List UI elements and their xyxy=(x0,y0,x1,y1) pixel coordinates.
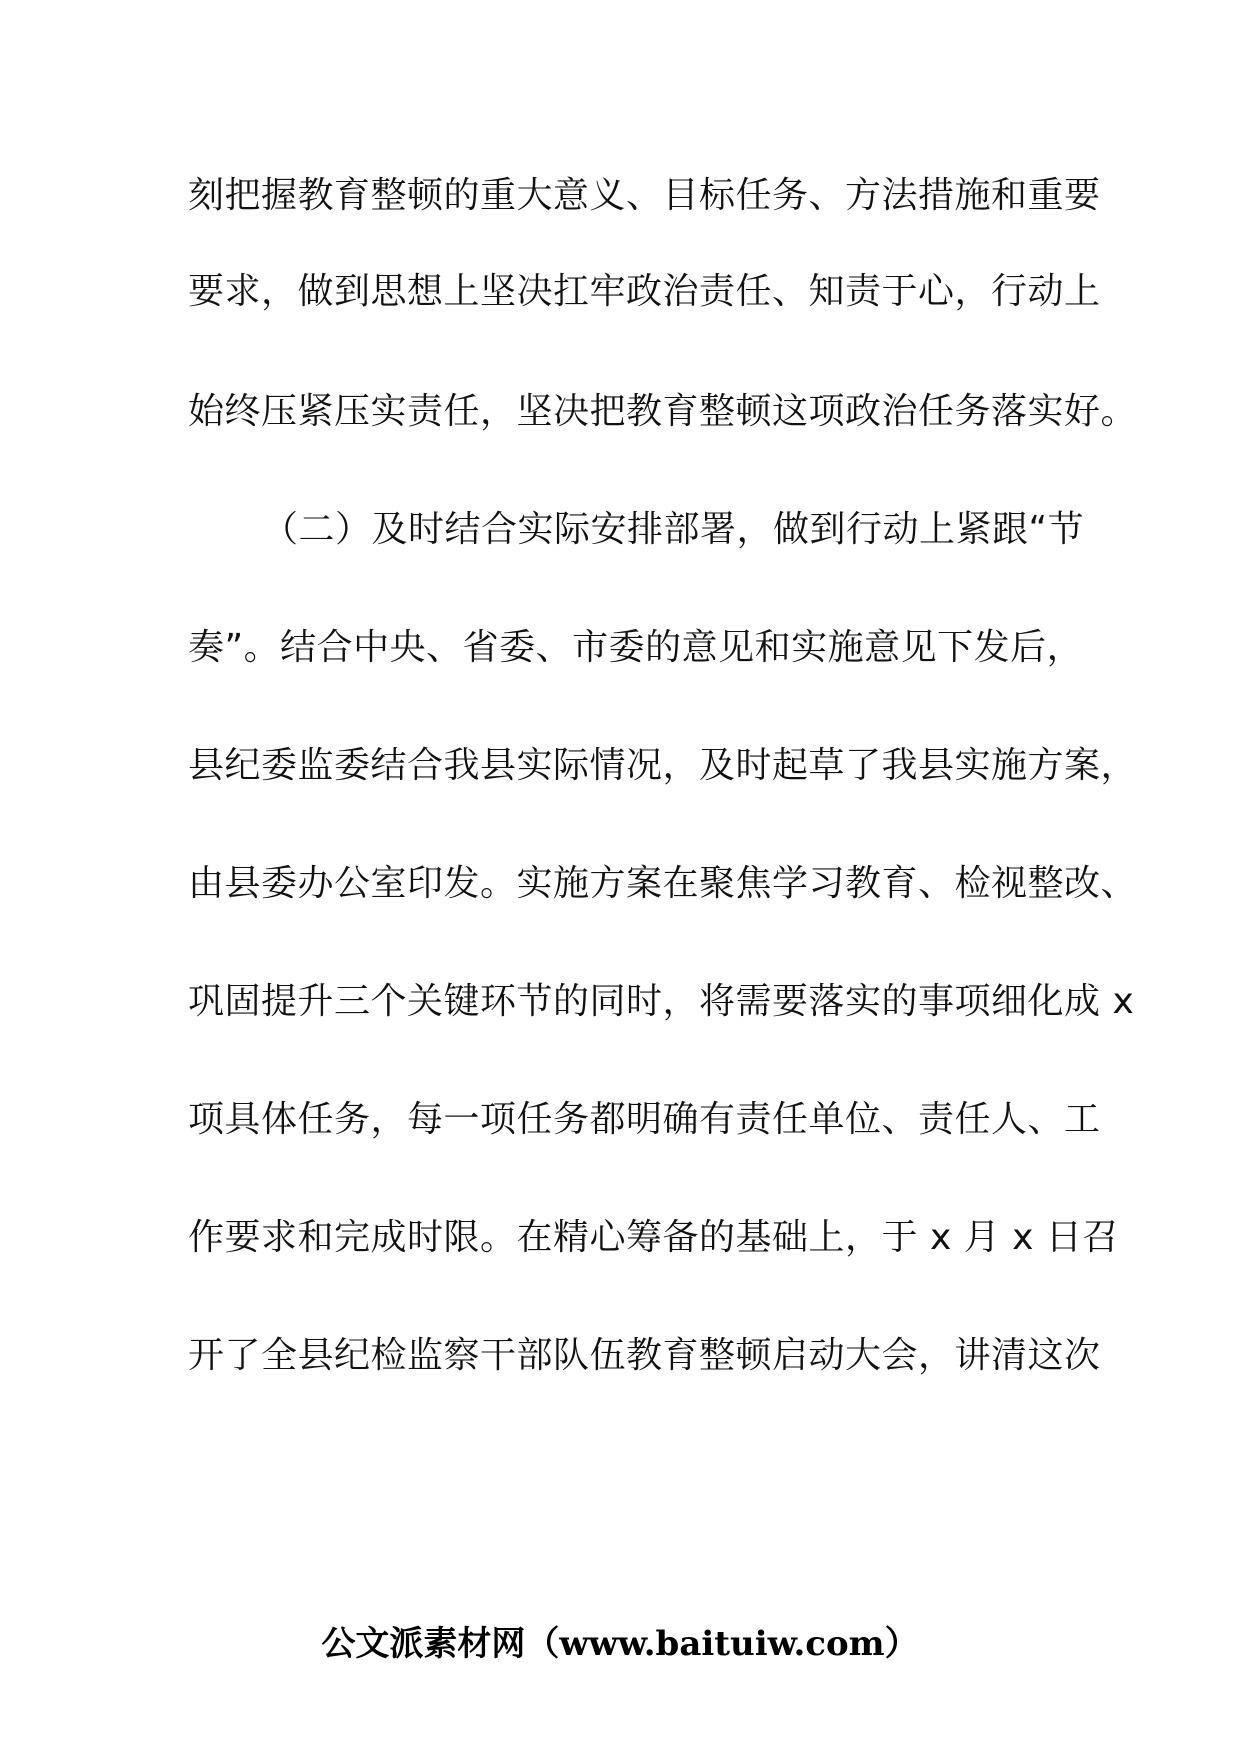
body-text-line-5: 奏”。结合中央、省委、市委的意见和实施意见下发后， xyxy=(188,627,1084,668)
body-text-line-8: 巩固提升三个关键环节的同时，将需要落实的事项细化成 x xyxy=(188,981,1135,1022)
body-text-line-1: 刻把握教育整顿的重大意义、目标任务、方法措施和重要 xyxy=(188,175,1101,216)
body-text-line-2: 要求，做到思想上坚决扛牢政治责任、知责于心，行动上 xyxy=(188,271,1101,312)
body-text-line-10: 作要求和完成时限。在精心筹备的基础上，于 x 月 x 日召 xyxy=(188,1217,1119,1258)
body-text-line-7: 由县委办公室印发。实施方案在聚焦学习教育、检视整改、 xyxy=(188,863,1138,904)
body-text-line-6: 县纪委监委结合我县实际情况，及时起草了我县实施方案， xyxy=(188,745,1138,786)
body-text-line-9: 项具体任务，每一项任务都明确有责任单位、责任人、工 xyxy=(188,1099,1101,1140)
body-text-line-3: 始终压紧压实责任，坚决把教育整顿这项政治任务落实好。 xyxy=(188,391,1138,432)
section-heading-line: （二）及时结合实际安排部署，做到行动上紧跟“节 xyxy=(262,509,1085,550)
body-text-line-11: 开了全县纪检监察干部队伍教育整顿启动大会，讲清这次 xyxy=(188,1335,1101,1376)
footer-watermark-text: 公文派素材网（www.baituiw.com） xyxy=(321,1624,919,1664)
